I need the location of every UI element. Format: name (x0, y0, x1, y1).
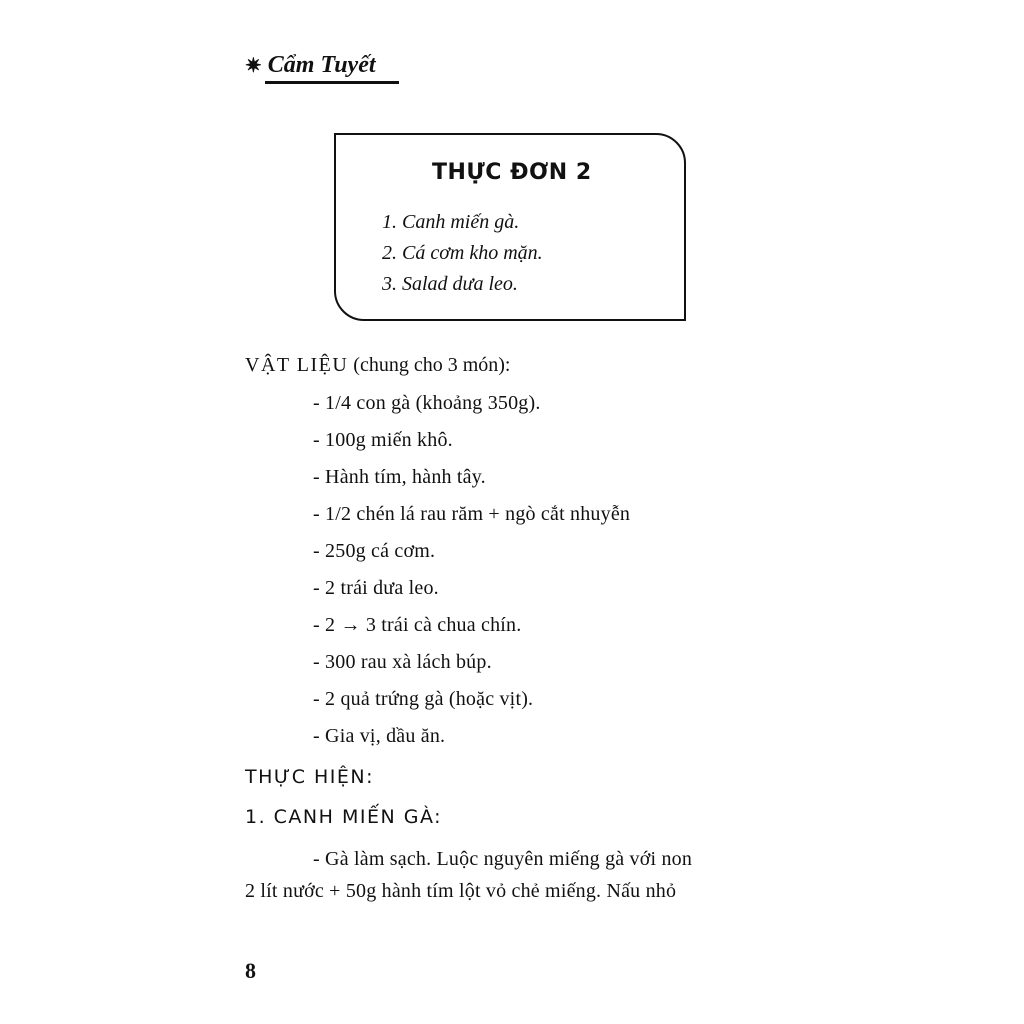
materials-label-note: (chung cho 3 món): (348, 354, 511, 376)
ingredient-item: - 100g miến khô. (313, 429, 453, 451)
ingredient-item: - 1/2 chén lá rau răm + ngò cắt nhuyễn (313, 503, 631, 525)
ingredient-item: - 2 → 3 trái cà chua chín. (313, 614, 522, 636)
menu-list (382, 207, 543, 300)
ingredient-item: - 1/4 con gà (khoảng 350g). (313, 392, 541, 414)
menu-box (334, 133, 686, 321)
ingredient-item: - Gia vị, dầu ăn. (313, 725, 446, 747)
menu-item: 3. Salad dưa leo. (382, 273, 518, 295)
star-icon: ✷ (245, 55, 262, 77)
ingredient-item: - 250g cá cơm. (313, 540, 436, 562)
materials-label-caps: VẬT LIỆU (245, 354, 349, 376)
step1-line: - Gà làm sạch. Luộc nguyên miếng gà với non (313, 848, 693, 870)
step1-heading: 1. CANH MIẾN GÀ: (245, 806, 443, 828)
menu-title: THỰC ĐƠN 2 (432, 160, 592, 185)
materials-label (245, 352, 510, 378)
procedure-label: THỰC HIỆN: (245, 766, 375, 788)
ingredient-list (313, 390, 630, 760)
menu-item: 1. Canh miến gà. (382, 211, 520, 233)
page-number: 8 (245, 958, 256, 983)
menu-item: 2. Cá cơm kho mặn. (382, 242, 543, 264)
page-header (245, 50, 376, 81)
author-name: Cẩm Tuyết (267, 52, 376, 78)
header-underline (265, 81, 399, 84)
ingredient-item: - 2 trái dưa leo. (313, 577, 439, 599)
ingredient-item: - 2 quả trứng gà (hoặc vịt). (313, 688, 534, 710)
ingredient-item: - Hành tím, hành tây. (313, 466, 486, 488)
step1-line: 2 lít nước + 50g hành tím lột vỏ chẻ miếng. Nấu nhỏ (245, 880, 677, 902)
ingredient-item: - 300 rau xà lách búp. (313, 651, 492, 673)
